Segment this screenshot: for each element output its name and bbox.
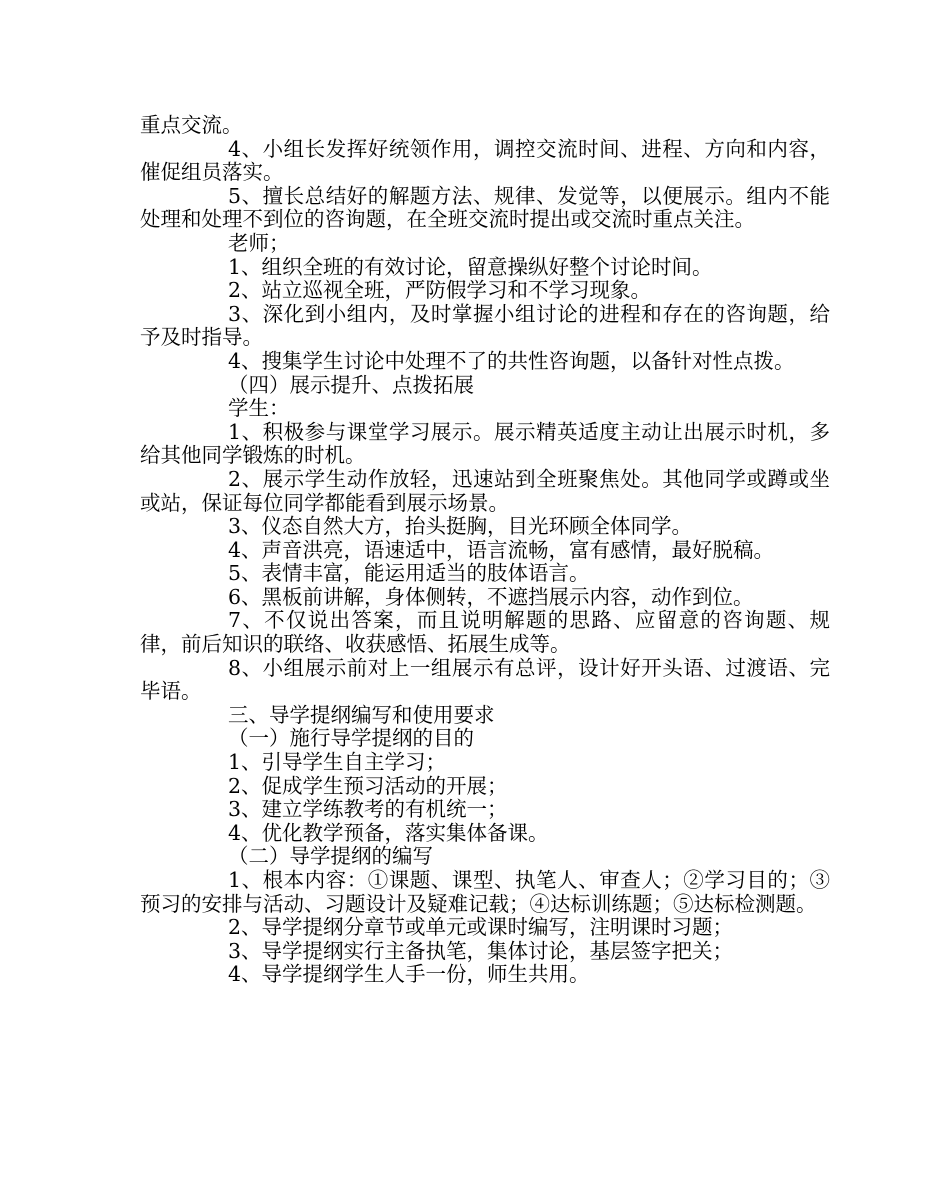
paragraph: 5、表情丰富，能运用适当的肢体语言。 bbox=[228, 561, 590, 586]
paragraph: 老师； bbox=[228, 230, 290, 255]
section-heading: （一）施行导学提纲的目的 bbox=[228, 726, 474, 751]
paragraph: 1、组织全班的有效讨论，留意操纵好整个讨论时间。 bbox=[228, 254, 713, 279]
paragraph: 4、声音洪亮，语速适中，语言流畅，富有感情，最好脱稿。 bbox=[228, 537, 775, 562]
paragraph: 4、优化教学预备，落实集体备课。 bbox=[228, 820, 549, 845]
paragraph: 重点交流。 bbox=[140, 113, 243, 137]
section-heading: （二）导学提纲的编写 bbox=[228, 844, 433, 869]
paragraph: 5、擅长总结好的解题方法、规律、发觉等，以便展示。组内不能处理和处理不到位的咨询题，在全班交流时提出或交流时重点关注。 bbox=[140, 183, 830, 232]
section-heading: （四）展示提升、点拨拓展 bbox=[228, 372, 474, 397]
paragraph: 4、导学提纲学生人手一份，师生共用。 bbox=[228, 962, 590, 987]
paragraph: 4、搜集学生讨论中处理不了的共性咨询题，以备针对性点拨。 bbox=[228, 348, 795, 373]
paragraph: 2、展示学生动作放轻，迅速站到全班聚焦处。其他同学或蹲或坐或站，保证每位同学都能看到展示场景。 bbox=[140, 466, 830, 515]
paragraph: 6、黑板前讲解，身体侧转，不遮挡展示内容，动作到位。 bbox=[228, 584, 754, 609]
paragraph: 2、促成学生预习活动的开展； bbox=[228, 773, 508, 798]
paragraph: 3、建立学练教考的有机统一； bbox=[228, 797, 508, 822]
paragraph: 4、小组长发挥好统领作用，调控交流时间、进程、方向和内容，催促组员落实。 bbox=[140, 136, 830, 185]
paragraph: 1、积极参与课堂学习展示。展示精英适度主动让出展示时机，多给其他同学锻炼的时机。 bbox=[140, 419, 830, 468]
paragraph: 7、不仅说出答案，而且说明解题的思路、应留意的咨询题、规律，前后知识的联络、收获感悟、拓展生成等。 bbox=[140, 608, 830, 657]
paragraph: 2、导学提纲分章节或单元或课时编写，注明课时习题； bbox=[228, 915, 734, 940]
paragraph: 3、导学提纲实行主备执笔，集体讨论，基层签字把关； bbox=[228, 938, 734, 963]
paragraph: 8、小组展示前对上一组展示有总评，设计好开头语、过渡语、完毕语。 bbox=[140, 655, 830, 704]
paragraph: 3、仪态自然大方，抬头挺胸，目光环顾全体同学。 bbox=[228, 514, 693, 539]
paragraph: 学生： bbox=[228, 396, 290, 421]
paragraph: 1、根本内容：①课题、课型、执笔人、审查人；②学习目的；③预习的安排与活动、习题设计及疑难记载；④达标训练题；⑤达标检测题。 bbox=[140, 868, 830, 916]
paragraph: 1、引导学生自主学习； bbox=[228, 750, 447, 775]
document-page bbox=[140, 114, 830, 987]
paragraph: 2、站立巡视全班，严防假学习和不学习现象。 bbox=[228, 278, 652, 303]
paragraph: 3、深化到小组内，及时掌握小组讨论的进程和存在的咨询题，给予及时指导。 bbox=[140, 301, 830, 350]
section-heading: 三、导学提纲编写和使用要求 bbox=[228, 702, 495, 727]
